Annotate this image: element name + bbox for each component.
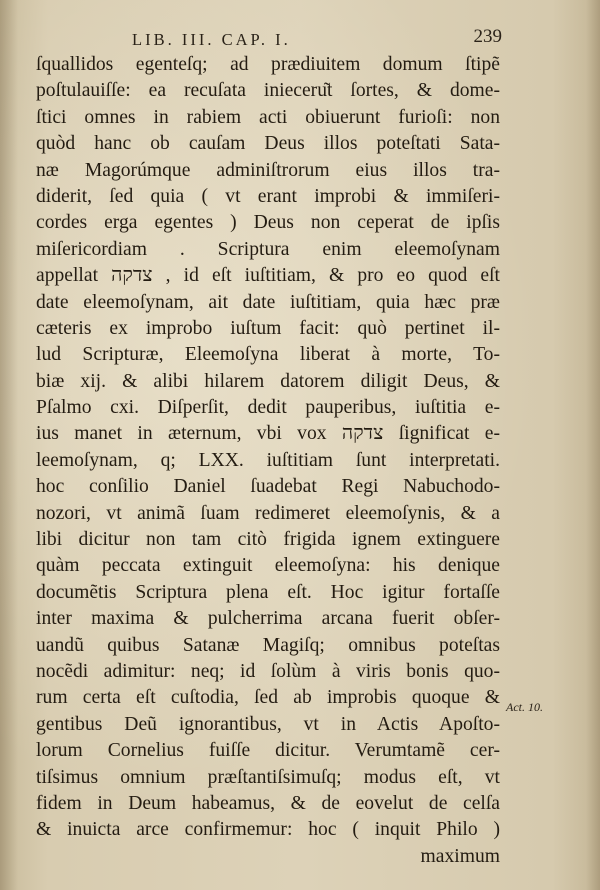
- catchword: maximum: [420, 845, 500, 867]
- marginal-note: Act. 10.: [506, 700, 543, 714]
- text-line: lud Scripturæ, Eleemoſyna liberat à morte, To-: [36, 344, 500, 366]
- text-line: hoc conſilio Daniel ſuadebat Regi Nabuchodo-: [36, 476, 500, 498]
- text-line: miſericordiam . Scriptura enim eleemoſynam: [36, 238, 500, 260]
- text-line: tiſsimus omnium præſtantiſsimuſq; modus eſt, vt: [36, 766, 500, 788]
- text-line: fidem in Deum habeamus, & de eovelut de celſa: [36, 792, 500, 814]
- text-line: & inuicta arce confirmemur: hoc ( inquit Philo ): [36, 819, 500, 841]
- text-line: appellat צדקה , id eſt iuſtitiam, & pro eo quod eſt: [36, 265, 500, 287]
- text-line: uandũ quibus Satanæ Magiſq; omnibus poteſtas: [36, 634, 500, 656]
- running-head: LIB. III. CAP. I.: [132, 30, 291, 49]
- page-edge-shadow-left: [0, 0, 18, 890]
- text-line: nocẽdi adimitur: neq; id ſolùm à viris bonis quo-: [36, 660, 500, 682]
- text-line: Pſalmo cxi. Diſperſit, dedit pauperibus, iuſtitia e-: [36, 397, 500, 419]
- text-line: rum certa eſt cuſtodia, ſed ab improbis quoque &: [36, 687, 500, 709]
- text-line: gentibus Deũ ignorantibus, vt in Actis Apoſto-: [36, 713, 500, 735]
- text-line: lorum Cornelius fuiſſe dicitur. Verumtamẽ cer-: [36, 740, 500, 762]
- text-line: quòd hanc ob cauſam Deus illos poteſtati Sata-: [36, 133, 500, 155]
- text-line: poſtulauiſſe: ea recuſata inieceru͂t ſortes, & dome-: [36, 80, 500, 102]
- text-line: cordes erga egentes ) Deus non ceperat de ipſis: [36, 212, 500, 234]
- text-line: date eleemoſynam, ait date iuſtitiam, quia hæc præ: [36, 291, 500, 313]
- text-line: ius manet in æternum, vbi vox צדקה ſignificat e-: [36, 423, 500, 445]
- text-line: quàm peccata extinguit eleemoſyna: his denique: [36, 555, 500, 577]
- text-line: libi dicitur non tam citò frigida ignem extinguere: [36, 529, 500, 551]
- text-line: ſquallidos egenteſq; ad prædiuitem domum ſtipẽ: [36, 54, 500, 75]
- text-line: documẽtis Scriptura plena eſt. Hoc igitur fortaſſe: [36, 581, 500, 603]
- body-text: [36, 52, 500, 870]
- text-line: næ Magorúmque adminiſtrorum eius illos tra-: [36, 159, 500, 181]
- page-number: 239: [473, 26, 502, 47]
- text-line: cæteris ex improbo iuſtum facit: quò pertinet il-: [36, 317, 500, 339]
- text-line: leemoſynam, q; LXX. iuſtitiam ſunt interpretati.: [36, 449, 500, 471]
- text-line: inter maxima & pulcherrima arcana fuerit obſer-: [36, 608, 500, 630]
- page-edge-shadow-right: [586, 0, 600, 890]
- text-line: biæ xij. & alibi hilarem datorem diligit Deus, &: [36, 370, 500, 392]
- text-line: nozori, vt animã ſuam redimeret eleemoſynis, & a: [36, 502, 500, 524]
- text-line: diderit, ſed quia ( vt erant improbi & immiſeri-: [36, 185, 500, 207]
- text-line: ſtici omnes in rabiem acti obiuerunt furioſi: non: [36, 106, 500, 128]
